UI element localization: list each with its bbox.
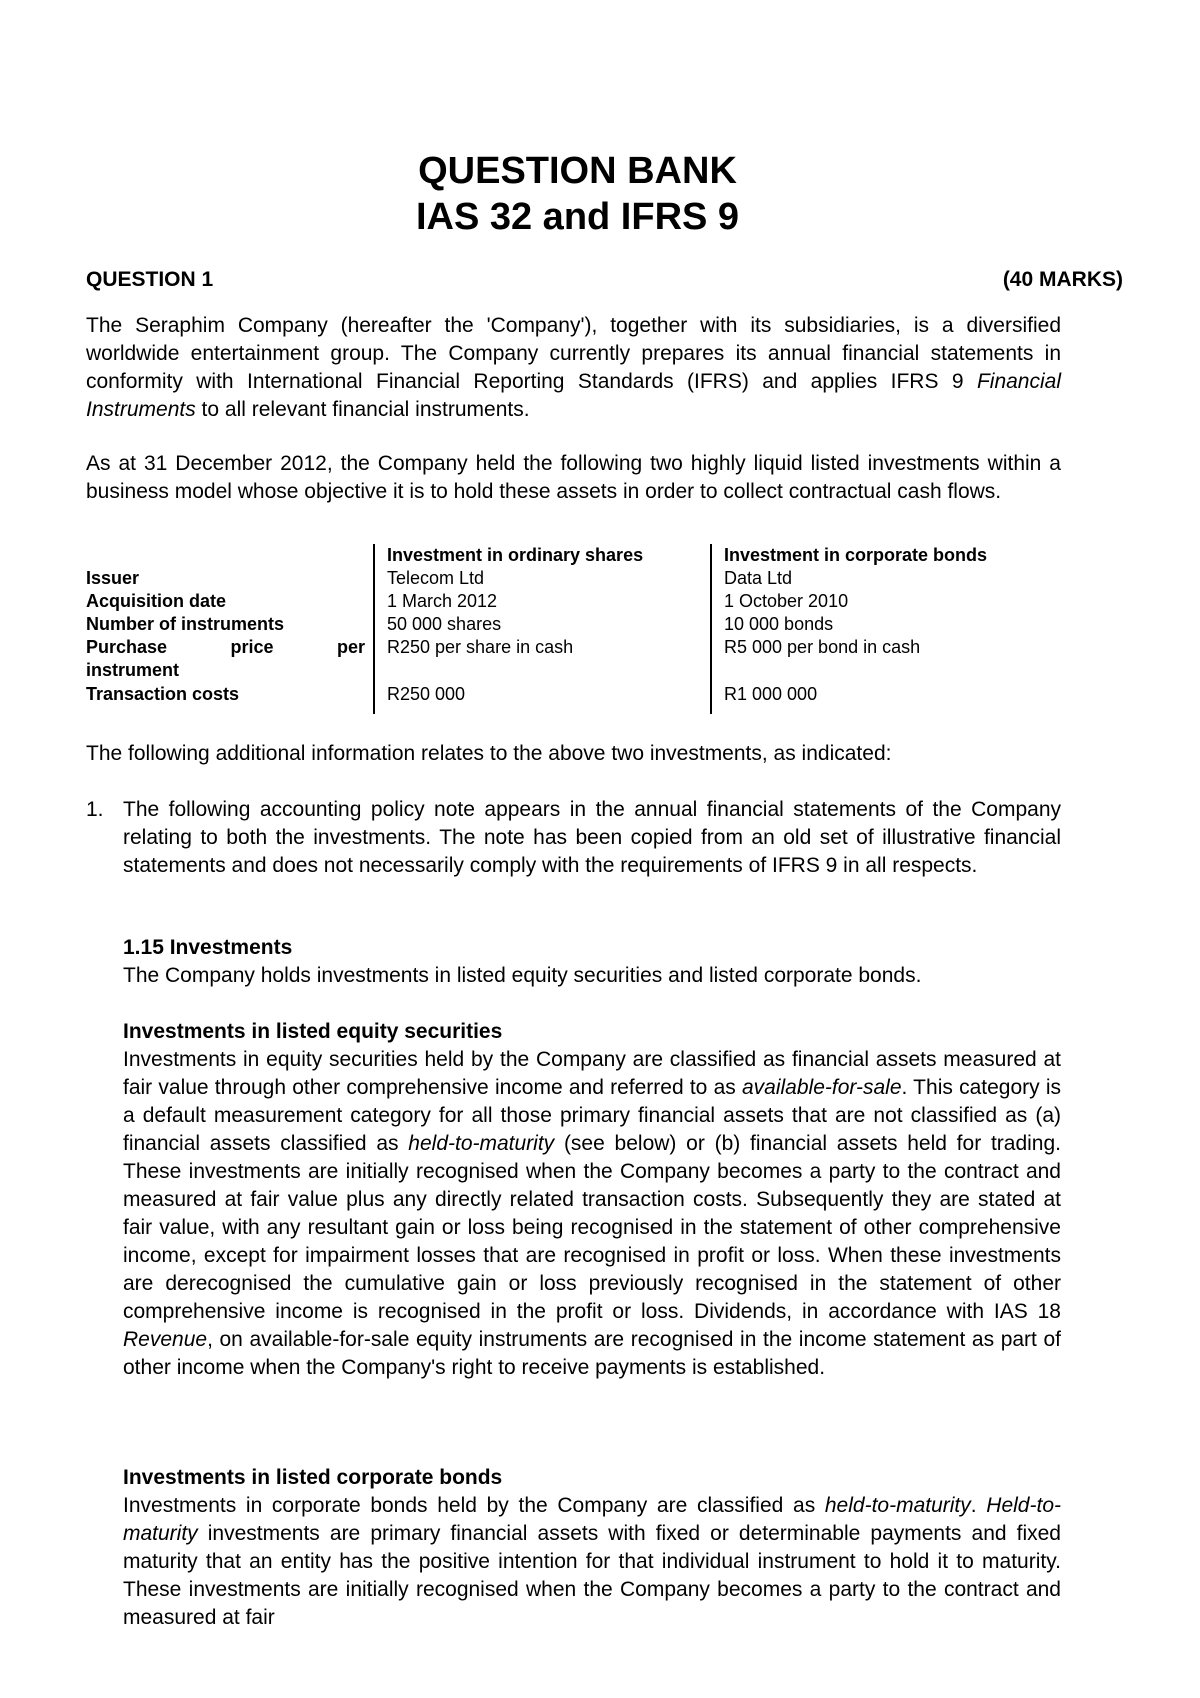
bonds-heading: Investments in listed corporate bonds — [123, 1466, 503, 1489]
question-marks: (40 MARKS) — [1002, 268, 1123, 291]
table-cell: Data Ltd — [724, 568, 793, 588]
table-cell: 50 000 shares — [387, 614, 502, 634]
italic-standard-name: Financial Instruments — [86, 370, 1061, 421]
table-cell: R250 000 — [387, 684, 466, 704]
row-label: Number of instruments — [86, 614, 285, 634]
table-cell: 10 000 bonds — [724, 614, 834, 634]
intro-paragraph-1: The Seraphim Company (hereafter the 'Company'), together with its subsidiaries, is a diversified worldwide entertainment group. The Company currently prepares its annual financial statements in conformity with International Financial Reporting Standards (IFRS) and applies IFRS 9 Financial Instruments to all relevant financial instruments. — [86, 314, 1061, 421]
table-cell: Telecom Ltd — [387, 568, 485, 588]
equity-paragraph: Investments in equity securities held by the Company are classified as financial assets measured at fair value through other comprehensive income and referred to as available-for-sale. This category is a default measurement category for all those primary financial assets that are not classified as (a) financial assets classified as held-to-maturity (see below) or (b) financial assets held for trading. These investments are initially recognised when the Company becomes a party to the contract and measured at fair value plus any directly related transaction costs. Subsequently they are stated at fair value, with any resultant gain or loss being recognised in the statement of other comprehensive income, except for impairment losses that are recognised in profit or loss. When these investments are derecognised the cumulative gain or loss previously recognised in the statement of other comprehensive income is recognised in the profit or loss. Dividends, in accordance with IAS 18 Revenue, on available-for-sale equity instruments are recognised in the income statement as part of other income when the Company's right to receive payments is established. — [123, 1048, 1061, 1379]
table-cell: R1 000 000 — [724, 684, 818, 704]
section-heading: 1.15 Investments — [123, 936, 293, 959]
intro-paragraph-2: As at 31 December 2012, the Company held the following two highly liquid listed investments within a business model whose objective it is to hold these assets in order to collect contractual cash flows. — [86, 452, 1061, 503]
list-item-number: 1. — [86, 798, 104, 821]
table-cell: 1 March 2012 — [387, 591, 498, 611]
row-label: Issuer — [86, 568, 140, 588]
document-subtitle: IAS 32 and IFRS 9 — [415, 196, 740, 238]
question-label: QUESTION 1 — [86, 268, 214, 291]
list-item-text: The following accounting policy note appears in the annual financial statements of the Company relating to both the investments. The note has been copied from an old set of illustrative financial statements and does not necessarily comply with the requirements of IFRS 9 in all respects. — [123, 798, 1061, 877]
table-cell: 1 October 2010 — [724, 591, 849, 611]
column-header-bonds: Investment in corporate bonds — [724, 545, 988, 565]
document-title: QUESTION BANK — [418, 150, 737, 192]
equity-heading: Investments in listed equity securities — [123, 1020, 503, 1043]
row-label-continued: instrument — [86, 660, 180, 680]
additional-info-paragraph: The following additional information relates to the above two investments, as indicated: — [86, 742, 892, 765]
table-cell: R250 per share in cash — [387, 637, 574, 657]
row-label: Acquisition date — [86, 591, 227, 611]
table-cell: R5 000 per bond in cash — [724, 637, 921, 657]
investments-table — [86, 544, 1061, 714]
column-header-shares: Investment in ordinary shares — [387, 545, 644, 565]
row-label: Purchase price per — [86, 637, 365, 657]
row-label: Transaction costs — [86, 684, 240, 704]
table-divider — [373, 544, 375, 714]
section-text: The Company holds investments in listed equity securities and listed corporate bonds. — [123, 964, 922, 987]
table-divider — [710, 544, 712, 714]
bonds-paragraph: Investments in corporate bonds held by the Company are classified as held-to-maturity. Held-to-maturity investments are primary financial assets with fixed or determinable payments and fixed maturity that an entity has the positive intention for that individual instrument to hold it to maturity. These investments are initially recognised when the Company becomes a party to the contract and measured at fair — [123, 1494, 1061, 1629]
question-header — [86, 268, 1123, 292]
